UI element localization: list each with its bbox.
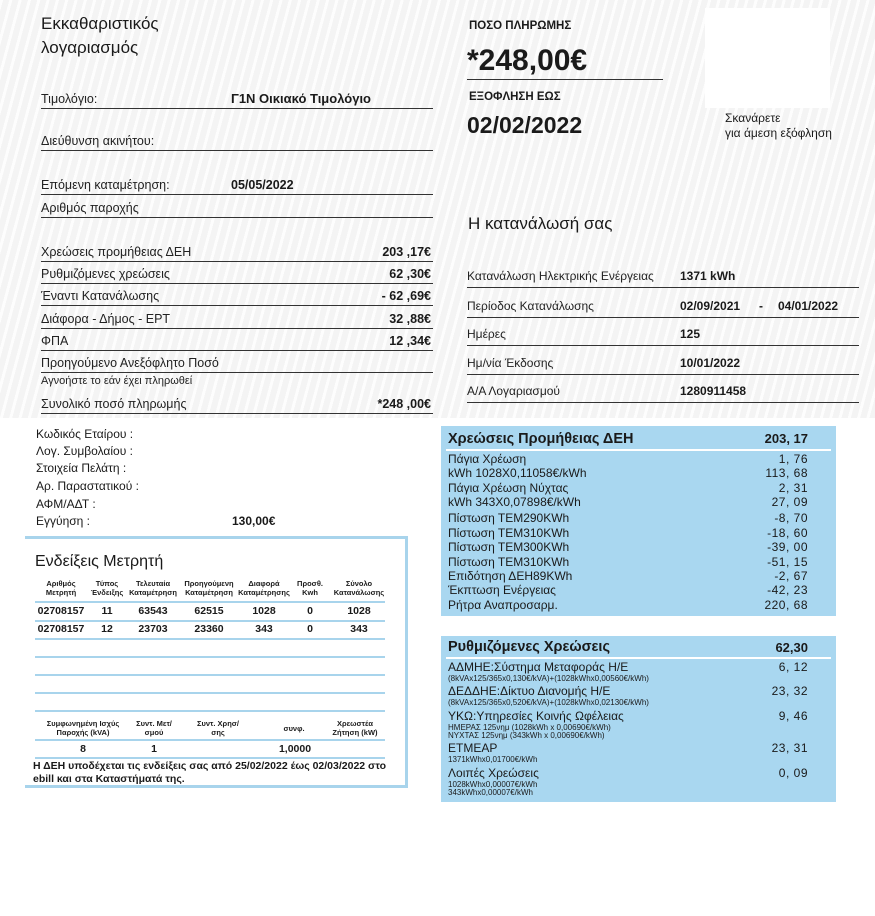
regulated-item-formula: ΝΥΧΤΑΣ 125νημ (343kWh x 0,00690€/kWh) xyxy=(448,731,605,740)
tariff-value: Γ1Ν Οικιακό Τιμολόγιο xyxy=(231,91,371,106)
issue-date-value: 10/01/2022 xyxy=(680,356,741,370)
document-title xyxy=(41,12,159,60)
power-header: Συντ. Χρησ/σης xyxy=(197,719,239,737)
charge-item-label: Ρήτρα Αναπροσαρμ. xyxy=(448,598,558,612)
regulated-charges-box xyxy=(441,636,836,802)
regulated-item-label: ΑΔΜΗΕ:Σύστημα Μεταφοράς Η/Ε xyxy=(448,660,629,674)
charge-item-label: Πίστωση ΤΕΜ310KWh xyxy=(448,526,570,540)
charge-item-value: -18, 60 xyxy=(767,526,808,540)
charge-item-label: kWh 1028X0,11058€/kWh xyxy=(448,466,587,480)
regulated-item-label: ΔΕΔΔΗΕ:Δίκτυο Διανομής Η/Ε xyxy=(448,684,611,698)
title-line-1: Εκκαθαριστικός xyxy=(41,14,159,33)
charge-item-value: 1, 76 xyxy=(778,452,808,466)
meter-divider xyxy=(35,656,385,658)
charges-row-label: Διάφορα - Δήμος - ΕΡΤ xyxy=(41,312,171,326)
period-label: Περίοδος Κατανάλωσης xyxy=(467,299,594,313)
charges-row-value: - 62 ,69€ xyxy=(381,289,431,303)
charge-item-value: -51, 15 xyxy=(767,555,808,569)
regulated-item-formula: ΗΜΕΡΑΣ 125νημ (1028kWh x 0,00690€/kWh) xyxy=(448,723,611,732)
qr-code-area xyxy=(705,8,830,108)
guarantee-value: 130,00€ xyxy=(232,514,276,528)
meter-header: Αριθμός Μετρητή xyxy=(45,579,77,597)
next-reading-label: Επόμενη καταμέτρηση: xyxy=(41,178,170,192)
charge-item-label: Πάγια Χρέωση xyxy=(448,452,527,466)
meter-header: Διαφορά Καταμέτρησης xyxy=(238,579,290,597)
meter-divider xyxy=(35,601,385,603)
meter-divider xyxy=(35,692,385,694)
regulated-item-value: 6, 12 xyxy=(778,660,808,674)
charges-row-label: Χρεώσεις προμήθειας ΔΕΗ xyxy=(41,245,192,259)
tariff-label: Τιμολόγιο: xyxy=(41,92,98,106)
tax-id-label: ΑΦΜ/ΑΔΤ : xyxy=(36,497,96,511)
charges-row xyxy=(41,286,433,306)
period-dash: - xyxy=(759,299,763,313)
issue-date-label: Ημ/νία Έκδοσης xyxy=(467,356,554,370)
meter-divider xyxy=(35,674,385,676)
charge-item-label: Έκπτωση Ενέργειας xyxy=(448,583,556,597)
meter-readings-box xyxy=(25,536,408,788)
power-cell: 1,0000 xyxy=(278,743,312,755)
regulated-item-label: ΕΤΜΕΑΡ xyxy=(448,741,498,755)
power-header: συνφ. xyxy=(283,724,305,733)
charges-row xyxy=(41,264,433,284)
charges-row xyxy=(41,309,433,329)
scan-line-2: για άμεση εξόφληση xyxy=(725,126,832,140)
charges-row-value: 62 ,30€ xyxy=(389,267,431,281)
meter-cell: 63543 xyxy=(138,605,168,617)
meter-header: Προσθ. Kwh xyxy=(297,579,323,597)
charge-item-value: 113, 68 xyxy=(765,466,808,480)
address-label: Διεύθυνση ακινήτου: xyxy=(41,134,155,148)
charges-row-label: ΦΠΑ xyxy=(41,334,69,348)
meter-cell: 02708157 xyxy=(37,623,85,635)
meter-header: Τελευταία Καταμέτρηση xyxy=(129,579,177,597)
total-label: Συνολικό ποσό πληρωμής xyxy=(41,397,187,411)
document-number-label: Αρ. Παραστατικού : xyxy=(36,479,139,493)
ignore-note: Αγνοήστε το εάν έχει πληρωθεί xyxy=(41,375,193,387)
contract-number-label: Λογ. Συμβολαίου : xyxy=(36,444,133,458)
energy-value: 1371 kWh xyxy=(680,269,736,283)
charges-row-value: 203 ,17€ xyxy=(382,245,431,259)
meter-divider xyxy=(35,710,385,712)
account-number-label: Α/Α Λογαριασμού xyxy=(467,384,560,398)
period-row xyxy=(467,294,859,318)
regulated-item-formula: (8kVAx125/365x0,520€/kVA)+(1028kWhx0,02130€/kWh) xyxy=(448,698,649,707)
regulated-item-formula: (8kVAx125/365x0,130€/kVA)+(1028kWhx0,00560€/kWh) xyxy=(448,674,649,683)
issue-date-row xyxy=(467,351,859,375)
meter-cell: 02708157 xyxy=(37,605,85,617)
supply-number-row xyxy=(41,198,433,218)
days-value: 125 xyxy=(680,327,701,341)
address-row xyxy=(41,131,433,151)
charges-row-label: Προηγούμενο Ανεξόφλητο Ποσό xyxy=(41,356,219,370)
consumption-heading: Η κατανάλωσή σας xyxy=(468,214,613,233)
account-number-row xyxy=(467,379,859,403)
account-number-value: 1280911458 xyxy=(680,384,747,398)
meter-cell: 62515 xyxy=(194,605,224,617)
regulated-charges-total: 62,30 xyxy=(775,640,808,655)
meter-cell: 11 xyxy=(101,605,113,617)
meter-cell: 12 xyxy=(101,623,113,635)
regulated-item-value: 9, 46 xyxy=(778,709,808,723)
energy-row xyxy=(467,264,859,288)
charge-item-value: -2, 67 xyxy=(774,569,808,583)
regulated-item-label: Λοιπές Χρεώσεις xyxy=(448,766,539,780)
amount-underline xyxy=(467,79,663,80)
regulated-charges-separator xyxy=(446,657,831,659)
period-to: 04/01/2022 xyxy=(778,299,839,313)
meter-reading-note: Η ΔΕΗ υποδέχεται τις ενδείξεις σας από 25/02/2022 έως 02/03/2022 στο ebill και στα Καταστήματά της. xyxy=(33,760,387,785)
meter-header: Τύπος Ένδειξης xyxy=(90,579,124,597)
meter-cell: 0 xyxy=(307,623,313,635)
regulated-item-formula: 1028kWhx0,00007€/kWh xyxy=(448,780,538,789)
energy-label: Κατανάλωση Ηλεκτρικής Ενέργειας xyxy=(467,269,654,283)
supply-number-label: Αριθμός παροχής xyxy=(41,201,139,215)
charge-item-label: Πίστωση ΤΕΜ300KWh xyxy=(448,540,570,554)
power-header: Χρεωστέα Ζήτηση (kW) xyxy=(332,719,378,737)
regulated-item-value: 23, 32 xyxy=(771,684,808,698)
supply-charges-total: 203, 17 xyxy=(764,431,808,446)
power-cell: 8 xyxy=(80,743,86,755)
charge-item-value: -39, 00 xyxy=(767,540,808,554)
amount-due: *248,00€ xyxy=(467,44,588,77)
supply-charges-separator xyxy=(446,449,831,451)
meter-divider xyxy=(35,620,385,622)
title-line-2: λογαριασμός xyxy=(41,38,139,57)
charges-row xyxy=(41,353,433,373)
power-header: Συντ. Μετ/σμού xyxy=(136,719,172,737)
meter-header: Σύνολο Κατανάλωσης xyxy=(333,579,385,597)
power-cell: 1 xyxy=(151,743,157,755)
regulated-item-value: 0, 09 xyxy=(778,766,808,780)
charge-item-label: Πάγια Χρέωση Νύχτας xyxy=(448,481,569,495)
due-date: 02/02/2022 xyxy=(467,112,583,138)
next-reading-value: 05/05/2022 xyxy=(231,178,294,192)
meter-cell: 0 xyxy=(307,605,313,617)
charges-row-label: Έναντι Κατανάλωσης xyxy=(41,289,160,303)
charge-item-value: 27, 09 xyxy=(771,495,808,509)
regulated-charges-title: Ρυθμιζόμενες Χρεώσεις xyxy=(448,639,610,655)
meter-cell: 1028 xyxy=(347,605,371,617)
meter-title: Ενδείξεις Μετρητή xyxy=(35,553,164,570)
due-label: ΕΞΟΦΛΗΣΗ ΕΩΣ xyxy=(469,91,561,103)
next-reading-row xyxy=(41,175,433,195)
charge-item-value: 220, 68 xyxy=(764,598,808,612)
meter-cell: 343 xyxy=(255,623,273,635)
days-row xyxy=(467,322,859,346)
charges-row-value: 32 ,88€ xyxy=(389,312,431,326)
scan-instruction xyxy=(725,111,832,141)
regulated-item-formula: 343kWhx0,00007€/kWh xyxy=(448,788,533,797)
charge-item-value: -42, 23 xyxy=(767,583,808,597)
period-from: 02/09/2021 xyxy=(680,299,741,313)
days-label: Ημέρες xyxy=(467,327,506,341)
meter-divider xyxy=(35,638,385,640)
meter-cell: 1028 xyxy=(252,605,276,617)
amount-label: ΠΟΣΟ ΠΛΗΡΩΜΗΣ xyxy=(469,20,572,32)
charges-row xyxy=(41,331,433,351)
meter-header: Προηγούμενη Καταμέτρηση xyxy=(184,579,234,597)
regulated-item-label: ΥΚΩ:Υπηρεσίες Κοινής Ωφέλειας xyxy=(448,709,624,723)
meter-cell: 343 xyxy=(350,623,368,635)
charges-row xyxy=(41,242,433,262)
charge-item-label: kWh 343X0,07898€/kWh xyxy=(448,495,581,509)
meter-cell: 23360 xyxy=(194,623,224,635)
tariff-row xyxy=(41,89,433,109)
meter-cell: 23703 xyxy=(138,623,168,635)
total-value: *248 ,00€ xyxy=(377,397,431,411)
meter-divider xyxy=(35,739,385,741)
charge-item-label: Επιδότηση ΔΕΗ89KWh xyxy=(448,569,573,583)
charge-item-label: Πίστωση ΤΕΜ290KWh xyxy=(448,511,570,525)
regulated-item-formula: 1371kWhx0,01700€/kWh xyxy=(448,755,538,764)
customer-details-label: Στοιχεία Πελάτη : xyxy=(36,461,127,475)
supply-charges-title: Χρεώσεις Προμήθειας ΔΕΗ xyxy=(448,431,634,447)
meter-divider xyxy=(35,757,385,759)
charge-item-label: Πίστωση ΤΕΜ310KWh xyxy=(448,555,570,569)
charge-item-value: 2, 31 xyxy=(778,481,808,495)
charges-row-value: 12 ,34€ xyxy=(389,334,431,348)
charges-row-label: Ρυθμιζόμενες χρεώσεις xyxy=(41,267,170,281)
total-row xyxy=(41,394,433,414)
guarantee-label: Εγγύηση : xyxy=(36,514,90,528)
regulated-item-value: 23, 31 xyxy=(771,741,808,755)
company-code-label: Κωδικός Εταίρου : xyxy=(36,427,134,441)
scan-line-1: Σκανάρετε xyxy=(725,111,781,125)
supply-charges-box xyxy=(441,426,836,616)
charge-item-value: -8, 70 xyxy=(774,511,808,525)
power-header: Συμφωνημένη Ισχύς Παροχής (kVA) xyxy=(46,719,120,737)
